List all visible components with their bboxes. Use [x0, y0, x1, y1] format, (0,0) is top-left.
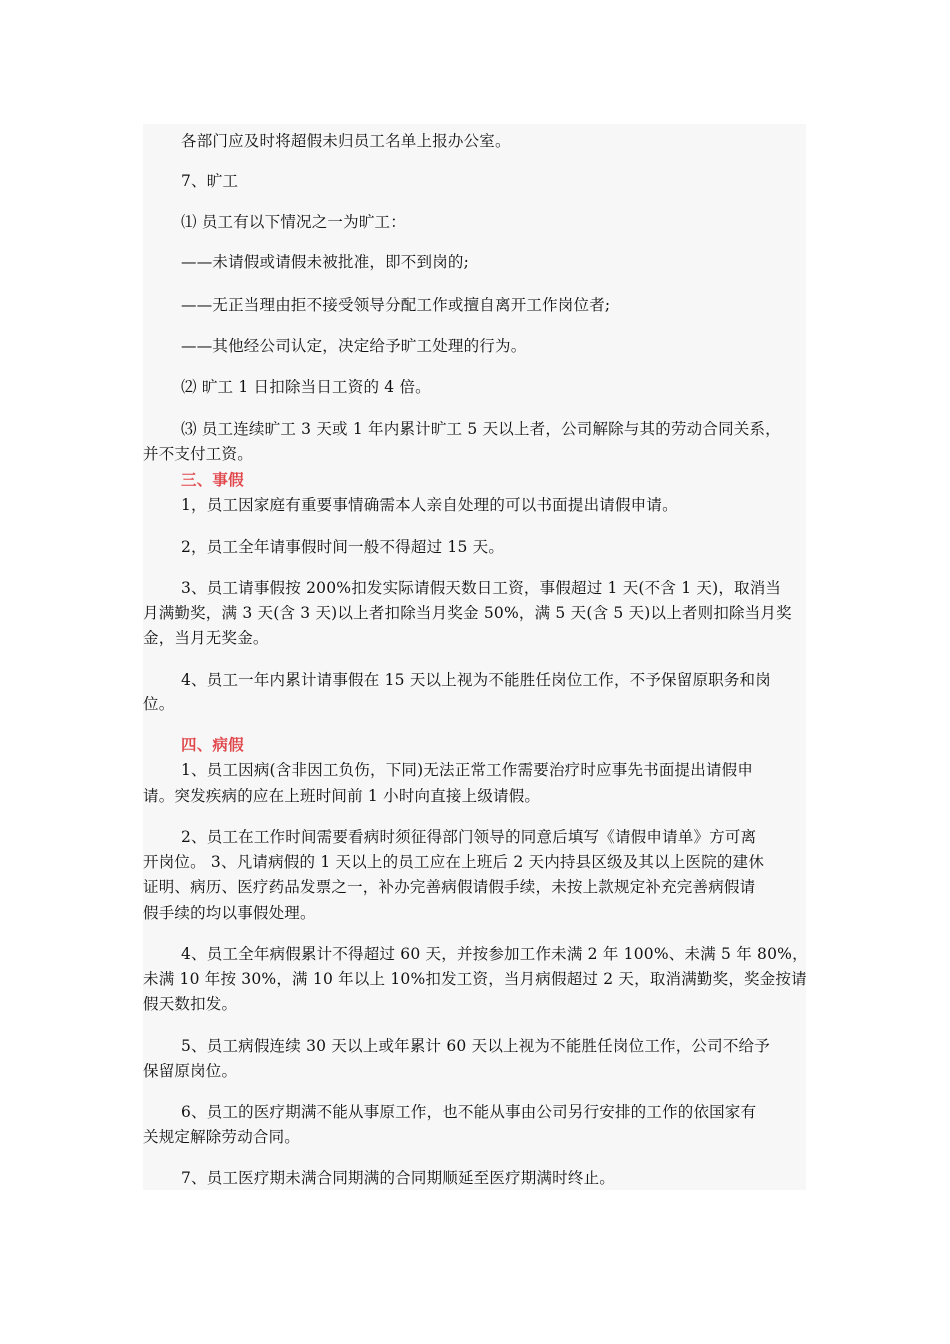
personal-leave-item-4-line-1: 4、员工一年内累计请事假在 15 天以上视为不能胜任岗位工作，不予保留原职务和岗: [181, 671, 771, 689]
section-7-item-3-line-2: 并不支付工资。: [143, 445, 253, 463]
heading-personal-leave: 三、事假: [181, 471, 244, 489]
sick-leave-item-5-line-2: 保留原岗位。: [143, 1062, 238, 1080]
sick-leave-item-4-line-2: 未满 10 年按 30%，满 10 年以上 10%扣发工资，当月病假超过 2 天，取消满勤奖，奖金按请: [143, 970, 807, 988]
personal-leave-item-4-line-2: 位。: [143, 695, 175, 713]
sick-leave-item-1-line-2: 请。突发疾病的应在上班时间前 1 小时向直接上级请假。: [143, 787, 541, 805]
personal-leave-item-3-line-3: 金，当月无奖金。: [143, 629, 269, 647]
sick-leave-item-4-line-3: 假天数扣发。: [143, 995, 238, 1013]
section-7-item-1b: ——无正当理由拒不接受领导分配工作或擅自离开工作岗位者;: [181, 296, 611, 314]
sick-leave-item-5-line-1: 5、员工病假连续 30 天以上或年累计 60 天以上视为不能胜任岗位工作，公司不给予: [181, 1037, 770, 1055]
personal-leave-item-3-line-2: 月满勤奖，满 3 天(含 3 天)以上者扣除当月奖金 50%，满 5 天(含 5 天)以上者则扣除当月奖: [143, 604, 792, 622]
document-page: [143, 124, 806, 1190]
sick-leave-item-2-line-3: 证明、病历、医疗药品发票之一，补办完善病假请假手续，未按上款规定补充完善病假请: [143, 878, 756, 896]
sick-leave-item-1-line-1: 1、员工因病(含非因工负伤，下同)无法正常工作需要治疗时应事先书面提出请假申: [181, 761, 754, 779]
personal-leave-item-3-line-1: 3、员工请事假按 200%扣发实际请假天数日工资，事假超过 1 天(不含 1 天)，取消当: [181, 579, 782, 597]
section-7-item-3-line-1: ⑶ 员工连续旷工 3 天或 1 年内累计旷工 5 天以上者，公司解除与其的劳动合同关系，: [181, 420, 781, 438]
sick-leave-item-7: 7、员工医疗期未满合同期满的合同期顺延至医疗期满时终止。: [181, 1169, 615, 1187]
sick-leave-item-6-line-2: 关规定解除劳动合同。: [143, 1128, 301, 1146]
section-7-item-1a: ——未请假或请假未被批准，即不到岗的;: [181, 253, 470, 271]
section-7-title: 7、旷工: [181, 172, 239, 190]
personal-leave-item-2: 2，员工全年请事假时间一般不得超过 15 天。: [181, 538, 505, 556]
sick-leave-item-6-line-1: 6、员工的医疗期满不能从事原工作，也不能从事由公司另行安排的工作的依国家有: [181, 1103, 757, 1121]
sick-leave-item-2-line-2: 开岗位。 3、凡请病假的 1 天以上的员工应在上班后 2 天内持县区级及其以上医院的建休: [143, 853, 765, 871]
sick-leave-item-2-line-1: 2、员工在工作时间需要看病时须征得部门领导的同意后填写《请假申请单》方可离: [181, 828, 757, 846]
section-7-item-2: ⑵ 旷工 1 日扣除当日工资的 4 倍。: [181, 378, 431, 396]
sick-leave-item-2-line-4: 假手续的均以事假处理。: [143, 904, 316, 922]
section-7-item-1: ⑴ 员工有以下情况之一为旷工：: [181, 213, 406, 231]
personal-leave-item-1: 1，员工因家庭有重要事情确需本人亲自处理的可以书面提出请假申请。: [181, 496, 678, 514]
heading-sick-leave: 四、病假: [181, 736, 244, 754]
paragraph-overdue: 各部门应及时将超假未归员工名单上报办公室。: [181, 132, 511, 150]
section-7-item-1c: ——其他经公司认定，决定给予旷工处理的行为。: [181, 337, 527, 355]
sick-leave-item-4-line-1: 4、员工全年病假累计不得超过 60 天，并按参加工作未满 2 年 100%、未满 5 年 80%，: [181, 945, 808, 963]
